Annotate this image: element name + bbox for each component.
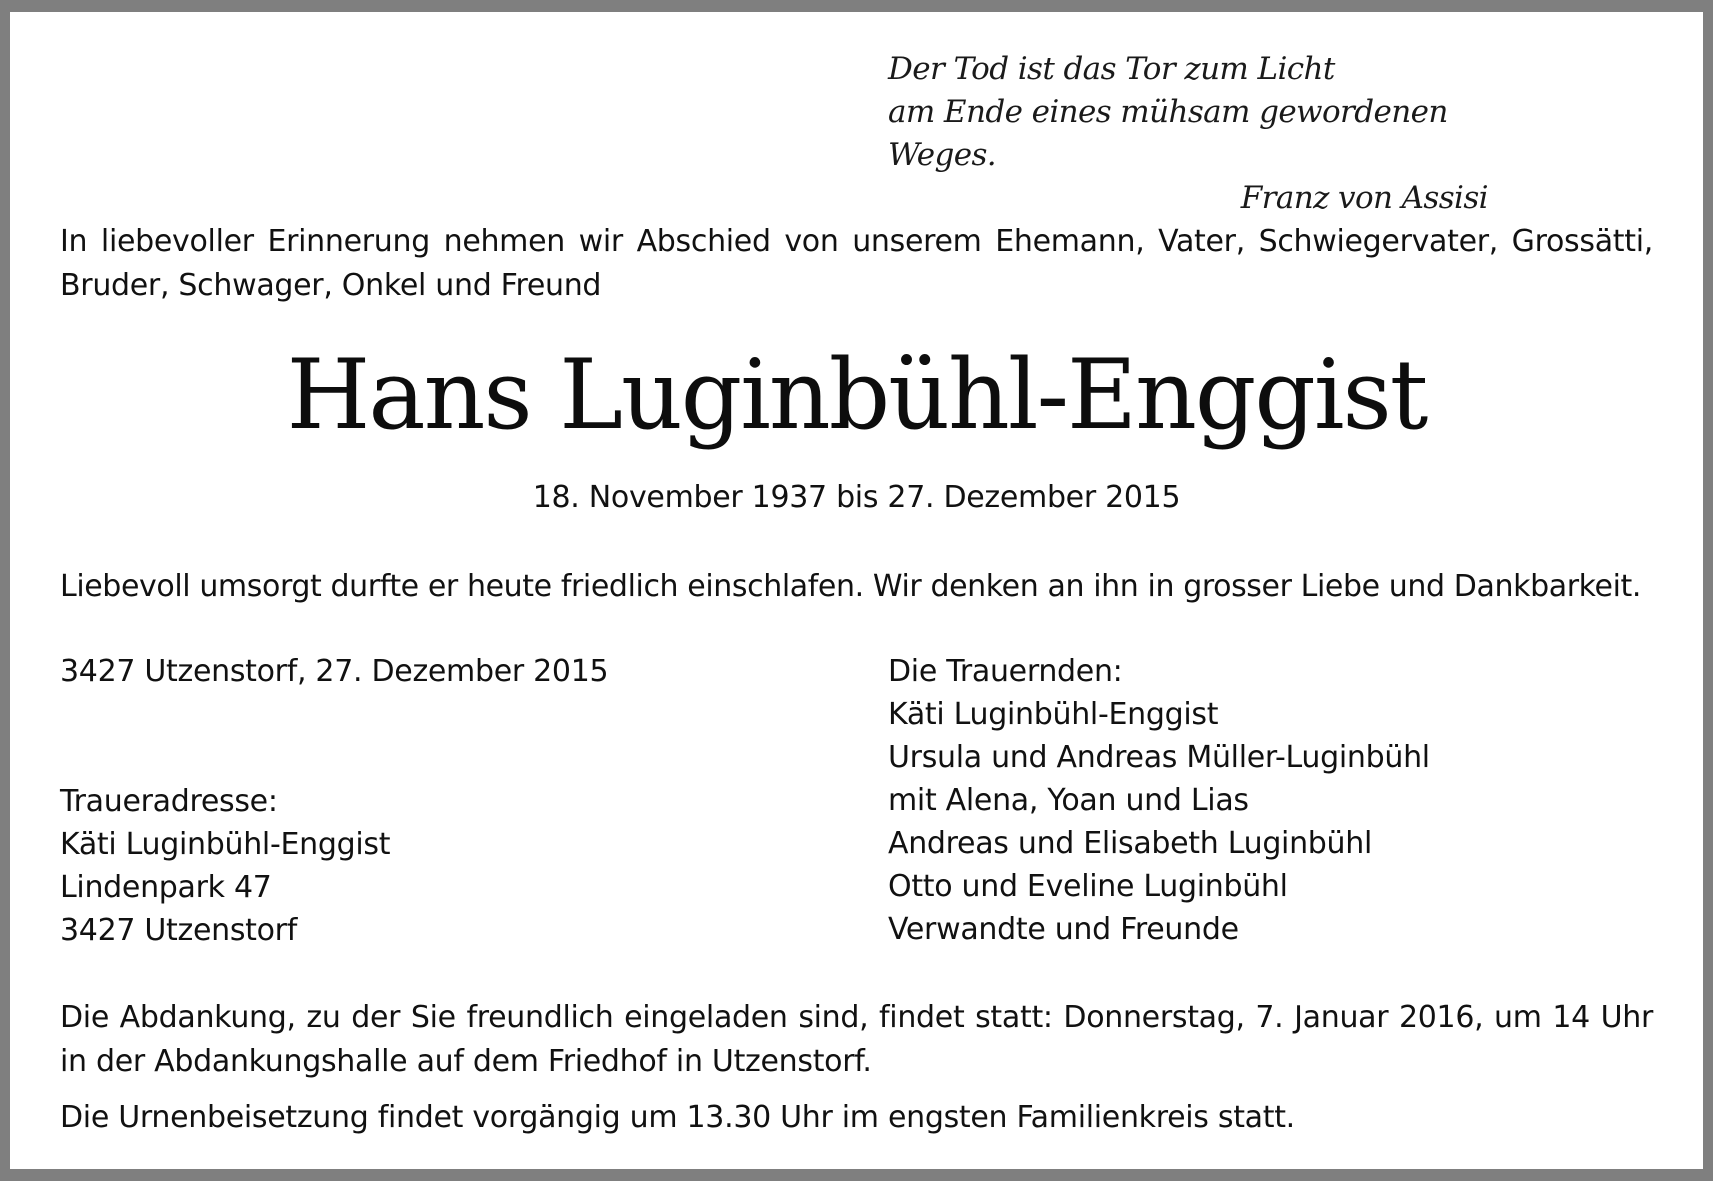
quote-author: Franz von Assisi <box>1240 180 1488 216</box>
deceased-name: Hans Luginbühl-Enggist <box>286 339 1427 451</box>
intro-line-1: In liebevoller Erinnerung nehmen wir Abschied von unserem Ehemann, Vater, Schwiegervater, Grossätti, <box>60 224 1653 259</box>
life-dates: 18. November 1937 bis 27. Dezember 2015 <box>532 480 1181 515</box>
intro-text <box>60 220 1653 308</box>
urn-burial-notice: Die Urnenbeisetzung findet vorgängig um 13.30 Uhr im engsten Familienkreis statt. <box>60 1100 1295 1135</box>
farewell-message: Liebevoll umsorgt durfte er heute friedlich einschlafen. Wir denken an ihn in grosser Liebe und Dankbarkeit. <box>60 569 1642 604</box>
place-and-date: 3427 Utzenstorf, 27. Dezember 2015 <box>60 654 609 689</box>
ceremony-line-2: in der Abdankungshalle auf dem Friedhof in Utzenstorf. <box>60 1044 872 1079</box>
quote-line-1: Der Tod ist das Tor zum Licht <box>888 51 1335 87</box>
mourner-entry: Käti Luginbühl-Enggist <box>888 697 1219 732</box>
ceremony-notice <box>60 996 1653 1084</box>
ceremony-line-1: Die Abdankung, zu der Sie freundlich eingeladen sind, findet statt: Donnerstag, 7. Januar 2016, um 14 Uhr <box>60 1000 1653 1035</box>
mourning-address-line: Käti Luginbühl-Enggist <box>60 827 391 862</box>
mourner-entry: Verwandte und Freunde <box>888 912 1239 947</box>
mourner-entry: Ursula und Andreas Müller-Luginbühl <box>888 740 1430 775</box>
mourning-address-label: Traueradresse: <box>60 784 278 819</box>
mourners-label: Die Trauernden: <box>888 654 1123 689</box>
mourner-entry: Andreas und Elisabeth Luginbühl <box>888 826 1373 861</box>
mourning-address <box>60 780 390 952</box>
quote-block <box>888 48 1488 220</box>
intro-line-2: Bruder, Schwager, Onkel und Freund <box>60 268 602 303</box>
quote-line-2: am Ende eines mühsam gewordenen Weges. <box>888 94 1448 173</box>
mourner-entry: Otto und Eveline Luginbühl <box>888 869 1288 904</box>
mourning-address-line: Lindenpark 47 <box>60 870 272 905</box>
mourning-address-line: 3427 Utzenstorf <box>60 913 297 948</box>
mourners-list <box>888 650 1430 951</box>
mourner-entry: mit Alena, Yoan und Lias <box>888 783 1249 818</box>
